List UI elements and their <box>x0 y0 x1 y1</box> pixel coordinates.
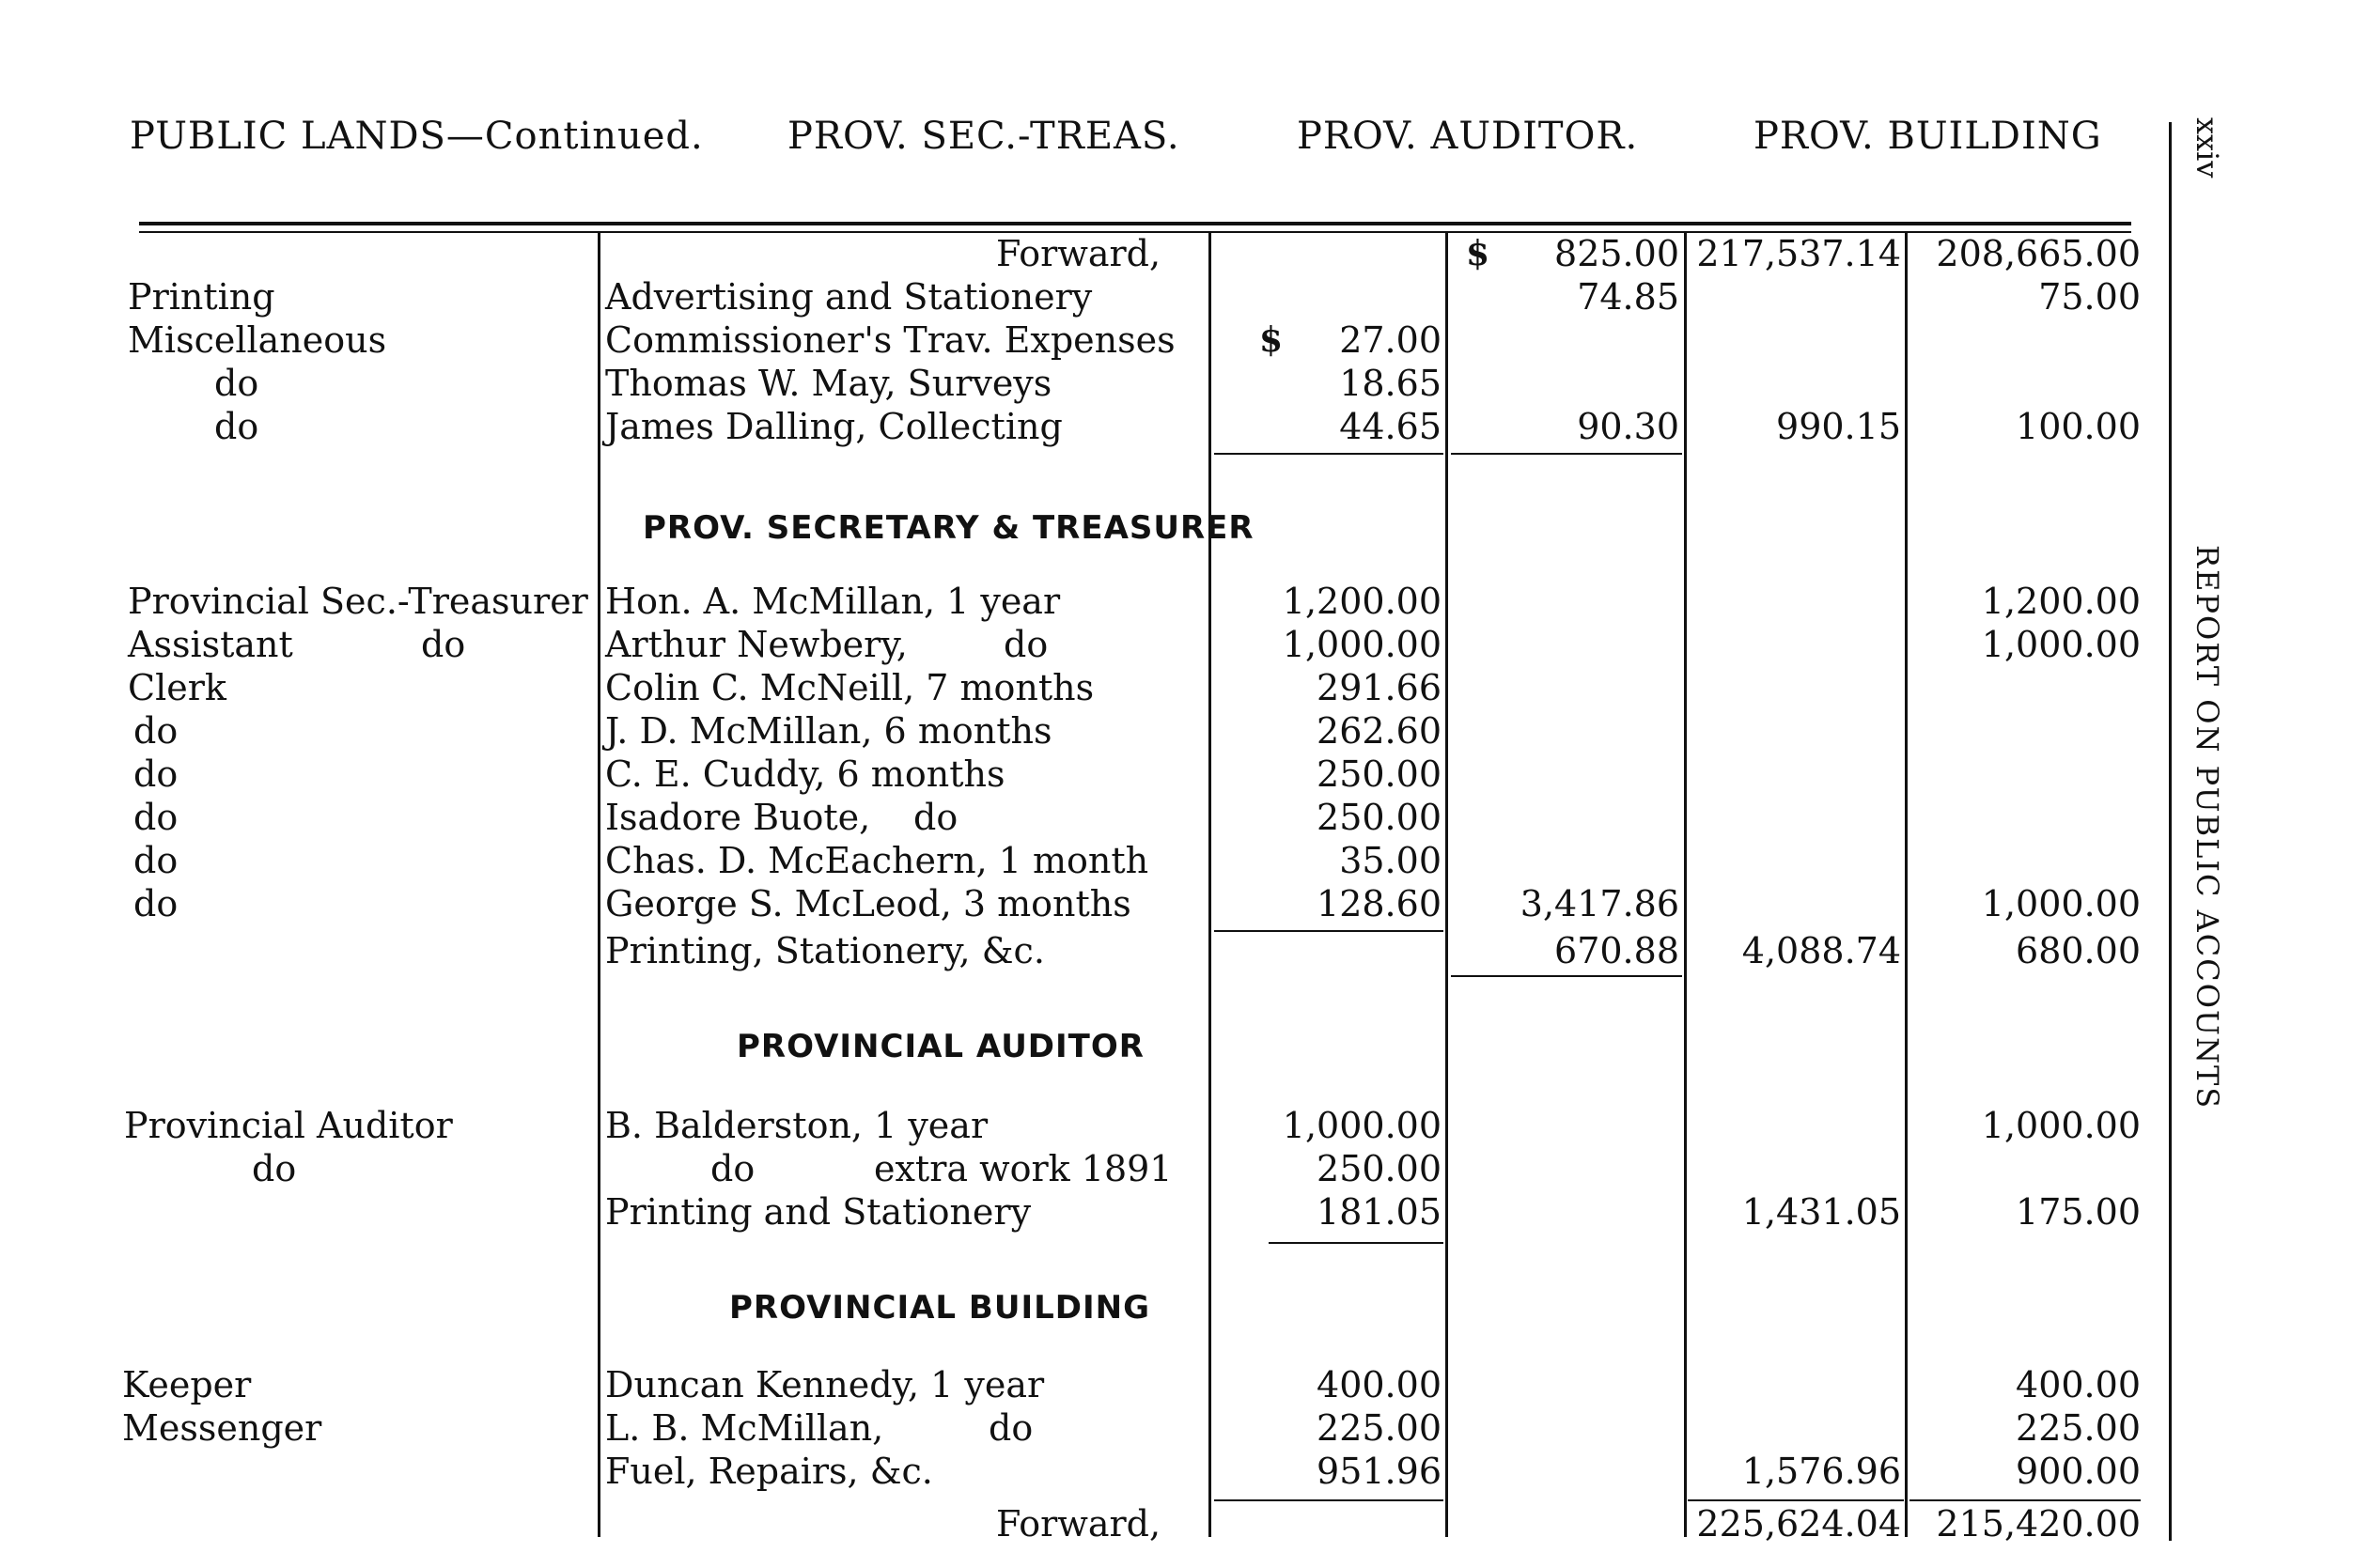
forward-top-c2: 825.00 <box>1554 233 1679 274</box>
account-label: do <box>252 1148 297 1189</box>
dollar-sign: $ <box>1259 320 1284 360</box>
account-label: Miscellaneous <box>128 319 387 361</box>
subtotal-rule <box>1909 1499 2141 1501</box>
description: Printing, Stationery, &c. <box>605 930 1045 971</box>
amount-c4: 1,000.00 <box>1981 1105 2141 1146</box>
table-row <box>0 753 2161 795</box>
amount-c3: 1,576.96 <box>1741 1451 1901 1492</box>
description: Colin C. McNeill, 7 months <box>605 667 1095 708</box>
amount-c4: 900.00 <box>2016 1451 2141 1492</box>
amount-c4: 225.00 <box>2016 1407 2141 1449</box>
account-label: do <box>133 797 179 838</box>
description: Duncan Kennedy, 1 year <box>605 1364 1045 1405</box>
amount-c1: 951.96 <box>1317 1451 1442 1492</box>
subtotal-rule <box>1269 1242 1443 1244</box>
amount-c1: 262.60 <box>1317 710 1442 752</box>
amount-c4: 1,000.00 <box>1981 624 2141 665</box>
account-label: Provincial Sec.-Treasurer <box>128 581 588 622</box>
account-label: do <box>214 406 259 447</box>
forward-bottom-c3: 225,624.04 <box>1696 1503 1901 1545</box>
description-extra: extra work 1891 <box>874 1148 1173 1189</box>
header-building: PROV. BUILDING <box>1753 115 2102 158</box>
amount-c4: 680.00 <box>2016 930 2141 971</box>
amount-c1: 400.00 <box>1317 1364 1442 1405</box>
forward-bottom-c4: 215,420.00 <box>1936 1503 2141 1545</box>
account-label: Printing <box>128 276 275 318</box>
amount-c4: 75.00 <box>2038 276 2141 318</box>
amount-c1: 291.66 <box>1317 667 1442 708</box>
amount-c1: 35.00 <box>1339 840 1442 881</box>
amount-c1: 181.05 <box>1317 1191 1442 1233</box>
description: C. E. Cuddy, 6 months <box>605 753 1005 795</box>
forward-bottom-label: Forward, <box>996 1503 1161 1545</box>
amount-c1: 1,000.00 <box>1282 624 1442 665</box>
amount-c1: 27.00 <box>1339 319 1442 361</box>
description-ditto: do <box>913 797 959 838</box>
page-number: xxiv <box>2190 117 2225 179</box>
description: George S. McLeod, 3 months <box>605 883 1131 924</box>
section-heading-sec-treas: PROV. SECRETARY & TREASURER <box>643 509 1255 547</box>
amount-c4: 1,200.00 <box>1981 581 2141 622</box>
amount-c1: 1,200.00 <box>1282 581 1442 622</box>
account-label: do <box>214 363 259 404</box>
amount-c4: 1,000.00 <box>1981 883 2141 924</box>
table-row <box>0 624 2161 665</box>
account-label: do <box>133 883 179 924</box>
header-rule <box>139 222 2131 225</box>
account-ditto: do <box>421 624 466 665</box>
description: Isadore Buote, <box>605 797 871 838</box>
amount-c1: 18.65 <box>1339 363 1442 404</box>
table-row <box>0 1451 2161 1492</box>
account-label: do <box>133 753 179 795</box>
amount-c1: 250.00 <box>1317 753 1442 795</box>
description: Thomas W. May, Surveys <box>605 363 1052 404</box>
forward-top-c3: 217,537.14 <box>1696 233 1901 274</box>
table-row <box>0 797 2161 838</box>
table-row <box>0 930 2161 971</box>
description: Fuel, Repairs, &c. <box>605 1451 933 1492</box>
description: Advertising and Stationery <box>605 276 1093 318</box>
subtotal-rule <box>1451 975 1682 977</box>
forward-bottom-row <box>0 1503 2161 1545</box>
account-label: Assistant <box>128 624 293 665</box>
section-heading-building: PROVINCIAL BUILDING <box>729 1289 1151 1327</box>
description-ditto: do <box>989 1407 1034 1449</box>
table-row <box>0 840 2161 881</box>
account-label: do <box>133 710 179 752</box>
amount-c2: 74.85 <box>1577 276 1679 318</box>
description: James Dalling, Collecting <box>605 406 1063 447</box>
amount-c3: 4,088.74 <box>1741 930 1901 971</box>
account-label: Messenger <box>122 1407 322 1449</box>
subtotal-rule <box>1688 1499 1904 1501</box>
table-row <box>0 667 2161 708</box>
header-sec-treas: PROV. SEC.-TREAS. <box>787 115 1180 158</box>
table-row <box>0 1407 2161 1449</box>
description: Chas. D. McEachern, 1 month <box>605 840 1149 881</box>
description-ditto: do <box>1004 624 1049 665</box>
subtotal-rule <box>1214 1499 1443 1501</box>
table-row <box>0 363 2161 404</box>
amount-c2: 3,417.86 <box>1520 883 1679 924</box>
amount-c4: 400.00 <box>2016 1364 2141 1405</box>
amount-c1: 128.60 <box>1317 883 1442 924</box>
account-label: Keeper <box>122 1364 252 1405</box>
subtotal-rule <box>1214 453 1443 455</box>
table-row <box>0 406 2161 447</box>
header-public-lands: PUBLIC LANDS—Continued. <box>130 115 704 158</box>
amount-c1: 250.00 <box>1317 797 1442 838</box>
table-row <box>0 710 2161 752</box>
description: Printing and Stationery <box>605 1191 1032 1233</box>
account-label: Provincial Auditor <box>124 1105 453 1146</box>
amount-c2: 90.30 <box>1577 406 1679 447</box>
description: do <box>710 1148 756 1189</box>
account-label: do <box>133 840 179 881</box>
amount-c1: 225.00 <box>1317 1407 1442 1449</box>
table-row <box>0 883 2161 924</box>
amount-c1: 44.65 <box>1339 406 1442 447</box>
description: B. Balderston, 1 year <box>605 1105 989 1146</box>
table-row <box>0 319 2161 361</box>
forward-top-c4: 208,665.00 <box>1936 233 2141 274</box>
amount-c1: 250.00 <box>1317 1148 1442 1189</box>
sidebar-divider <box>2169 122 2172 1541</box>
description: Hon. A. McMillan, 1 year <box>605 581 1061 622</box>
sidebar-title: REPORT ON PUBLIC ACCOUNTS <box>2190 545 2225 1110</box>
description: J. D. McMillan, 6 months <box>605 710 1052 752</box>
description: Arthur Newbery, <box>605 624 908 665</box>
dollar-sign: $ <box>1466 234 1490 273</box>
section-heading-auditor: PROVINCIAL AUDITOR <box>737 1028 1145 1065</box>
subtotal-rule <box>1451 453 1682 455</box>
amount-c2: 670.88 <box>1554 930 1679 971</box>
description: Commissioner's Trav. Expenses <box>605 319 1176 361</box>
amount-c4: 100.00 <box>2016 406 2141 447</box>
forward-top-label: Forward, <box>996 233 1161 274</box>
header-auditor: PROV. AUDITOR. <box>1297 115 1639 158</box>
table-row <box>0 1105 2161 1146</box>
description: L. B. McMillan, <box>605 1407 884 1449</box>
table-row <box>0 581 2161 622</box>
table-row <box>0 1148 2161 1189</box>
amount-c3: 1,431.05 <box>1741 1191 1901 1233</box>
table-row <box>0 1191 2161 1233</box>
amount-c1: 1,000.00 <box>1282 1105 1442 1146</box>
table-row <box>0 1364 2161 1405</box>
account-label: Clerk <box>128 667 226 708</box>
amount-c3: 990.15 <box>1776 406 1901 447</box>
amount-c4: 175.00 <box>2016 1191 2141 1233</box>
forward-top-row <box>0 233 2161 274</box>
table-row <box>0 276 2161 318</box>
